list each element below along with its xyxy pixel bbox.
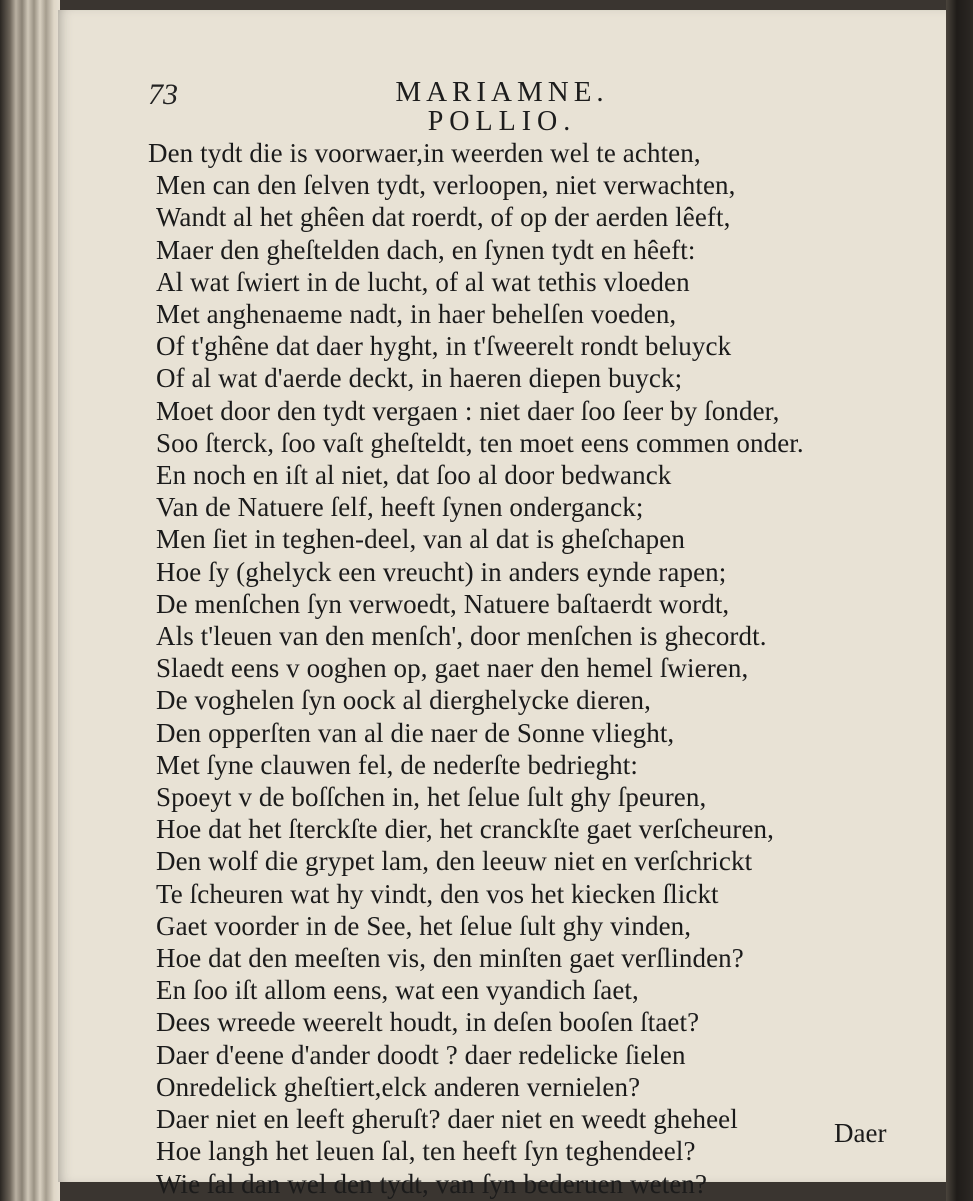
verse-line: Den opperſten van al die naer de Sonne vlieght, xyxy=(156,717,675,748)
verse-line: Maer den gheſtelden dach, en ſynen tydt en hêeft: xyxy=(156,234,696,265)
verse-line: Daer niet en leeft gheruſt? daer niet en weedt gheheel xyxy=(156,1104,738,1135)
verse-line: Met anghenaeme nadt, in haer behelſen voeden, xyxy=(156,299,677,330)
verse-line: Men ſiet in teghen-deel, van al dat is gheſchapen xyxy=(156,524,685,555)
verse-line: Onredelick gheſtiert,elck anderen vernielen? xyxy=(156,1071,641,1102)
verse-line: Spoeyt v de boſſchen in, het ſelue ſult ghy ſpeuren, xyxy=(156,782,707,813)
verse-line: Te ſcheuren wat hy vindt, den vos het kiecken ſlickt xyxy=(156,878,719,909)
verse-line: Moet door den tydt vergaen : niet daer ſoo ſeer by ſonder, xyxy=(156,395,780,426)
verse-line: De menſchen ſyn verwoedt, Natuere baſtaerdt wordt, xyxy=(156,588,730,619)
verse-line: Of al wat d'aerde deckt, in haeren diepen buyck; xyxy=(156,363,683,394)
catchword: Daer xyxy=(834,1118,887,1148)
verse-line: Hoe dat den meeſten vis, den minſten gaet verſlinden? xyxy=(156,943,744,974)
play-title: MARIAMNE. xyxy=(395,76,609,108)
page-number: 73 xyxy=(148,78,178,111)
verse-line: Soo ſterck, ſoo vaſt gheſteldt, ten moet eens commen onder. xyxy=(156,427,804,458)
verse-line: Of t'ghêne dat daer hyght, in t'ſweerelt rondt beluyck xyxy=(156,331,732,362)
verse-line: Gaet voorder in de See, het ſelue ſult ghy vinden, xyxy=(156,910,692,941)
next-page-edge xyxy=(946,0,973,1201)
book-binding xyxy=(0,0,60,1201)
verse-line: Dees wreede weerelt houdt, in deſen booſen ſtaet? xyxy=(156,1007,700,1038)
verse-line: Met ſyne clauwen fel, de nederſte bedrieght: xyxy=(156,749,638,780)
verse-line: Den tydt die is voorwaer,in weerden wel te achten, xyxy=(148,138,701,168)
verse-line: Daer d'eene d'ander doodt ? daer redelicke ſielen xyxy=(156,1039,686,1070)
verse-line: De voghelen ſyn oock al dierghelycke dieren, xyxy=(156,685,651,716)
verse-line: Men can den ſelven tydt, verloopen, niet verwachten, xyxy=(156,170,736,201)
verse-line: Slaedt eens v ooghen op, gaet naer den hemel ſwieren, xyxy=(156,653,749,684)
verse-line: En ſoo iſt allom eens, wat een vyandich ſaet, xyxy=(156,975,639,1006)
speaker-name: POLLIO. xyxy=(427,106,577,137)
verse-line: Hoe dat het ſterckſte dier, het cranckſte gaet verſcheuren, xyxy=(156,814,775,845)
verse-line: Den wolf die grypet lam, den leeuw niet en verſchrickt xyxy=(156,846,753,877)
verse-line: Hoe ſy (ghelyck een vreucht) in anders eynde rapen; xyxy=(156,556,727,587)
verse-line: Al wat ſwiert in de lucht, of al wat tethis vloeden xyxy=(156,266,690,297)
verse-text xyxy=(148,137,908,1200)
verse-line: Wandt al het ghêen dat roerdt, of op der aerden lêeft, xyxy=(156,202,731,233)
verse-line: Van de Natuere ſelf, heeft ſynen onderganck; xyxy=(156,492,644,523)
verse-line: Als t'leuen van den menſch', door menſchen is ghecordt. xyxy=(156,621,767,652)
verse-line: Wie ſal dan wel den tydt, van ſyn bederuen weten? xyxy=(156,1168,708,1199)
book-page xyxy=(58,10,946,1199)
verse-line: En noch en iſt al niet, dat ſoo al door bedwanck xyxy=(156,460,672,491)
verse-line: Hoe langh het leuen ſal, ten heeft ſyn teghendeel? xyxy=(156,1136,696,1167)
